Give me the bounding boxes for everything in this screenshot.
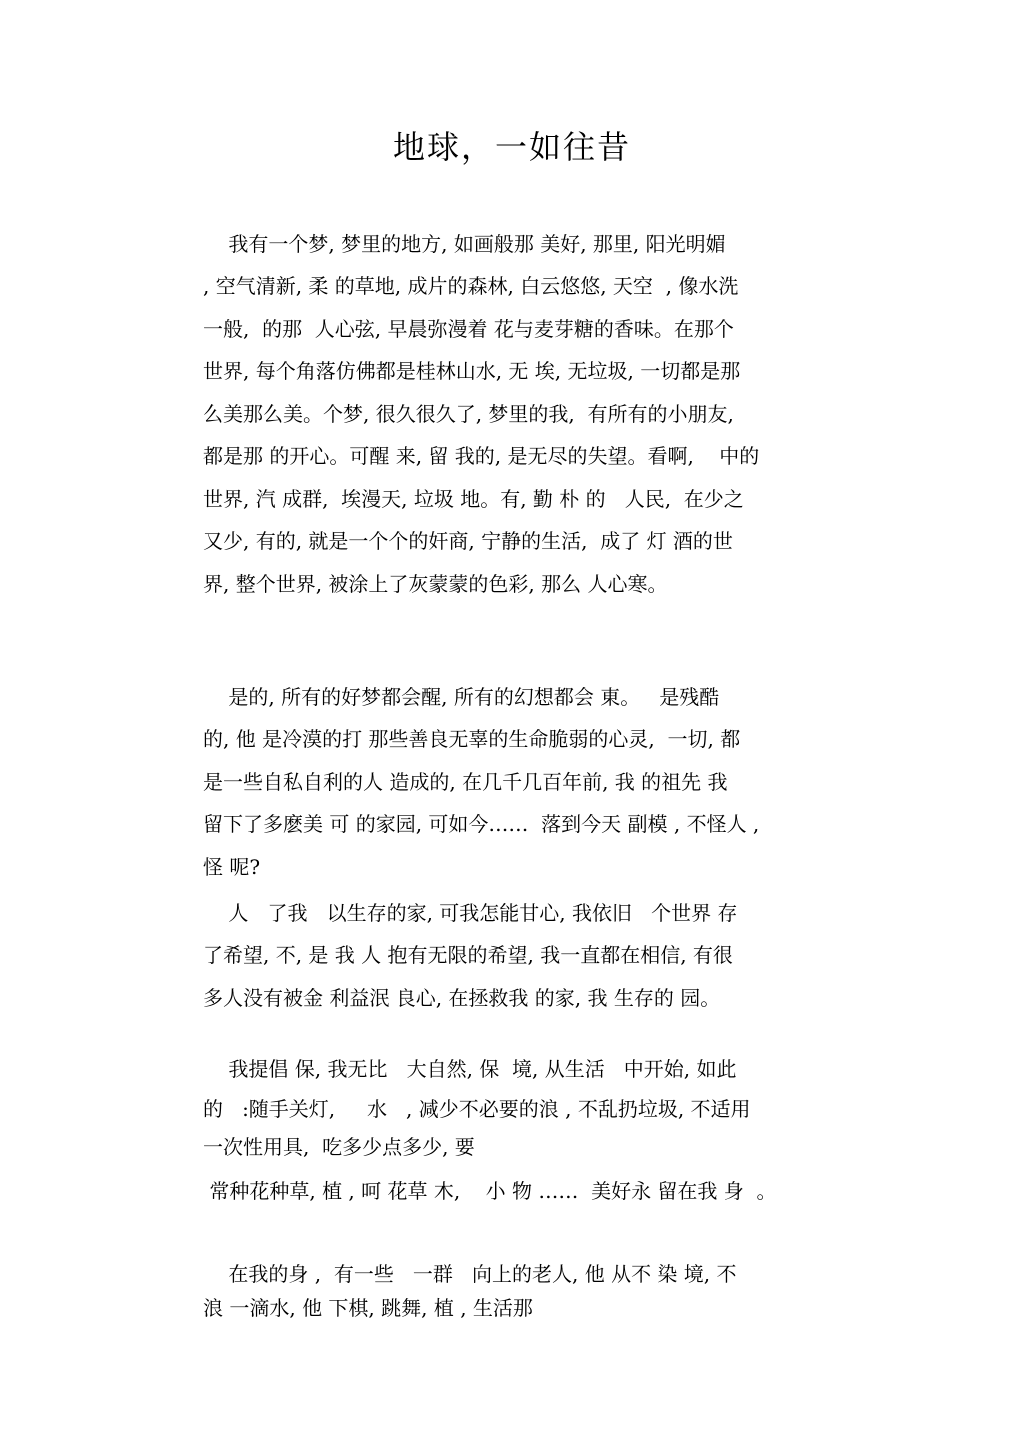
text-line: 的 :随手关灯, 水 , 减少不必要的浪 , 不乱扔垃圾, 不适用 — [203, 1097, 751, 1121]
text-line: 是一些自私自利的人 造成的, 在几千几百年前, 我 的祖先 我 — [203, 770, 728, 794]
text-line: 么美那么美。个梦, 很久很久了, 梦里的我, 有所有的小朋友, — [203, 402, 734, 426]
document-title: 地球，一如往昔 — [392, 128, 631, 166]
text-line: , 空气清新, 柔 的草地, 成片的森林, 白云悠悠, 天空 , 像水洗 — [203, 274, 739, 298]
text-line: 又少, 有的, 就是一个个的奸商, 宁静的生活, 成了 灯 酒的世 — [203, 529, 733, 553]
text-line: 了希望, 不, 是 我 人 抱有无限的希望, 我一直都在相信, 有很 — [203, 943, 733, 967]
text-line: 是的, 所有的好梦都会醒, 所有的幻想都会 東。 是残酷 — [203, 685, 720, 709]
text-line: 一次性用具, 吃多少点多少, 要 — [203, 1135, 475, 1159]
text-line: 我提倡 保, 我无比 大自然, 保 境, 从生活 中开始, 如此 — [203, 1057, 737, 1081]
text-line: 常种花种草, 植 , 呵 花草 木, 小 物 …… 美好永 留在我 身 。 — [203, 1179, 777, 1203]
text-line: 留下了多麽美 可 的家园, 可如今…… 落到今天 副模 , 不怪人 , — [203, 812, 760, 836]
text-line: 多人没有被金 利益泯 良心, 在拯救我 的家, 我 生存的 园。 — [203, 986, 721, 1010]
text-line: 世界, 每个角落仿佛都是桂林山水, 无 埃, 无垃圾, 一切都是那 — [203, 359, 741, 383]
text-line: 在我的身 , 有一些 一群 向上的老人, 他 从不 染 境, 不 — [203, 1262, 737, 1286]
text-line: 一般, 的那 人心弦, 早晨弥漫着 花与麦芽糖的香味。在那个 — [203, 317, 734, 341]
text-line: 怪 呢? — [203, 855, 261, 879]
text-line: 世界, 汽 成群, 埃漫天, 垃圾 地。有, 勤 朴 的 人民, 在少之 — [203, 487, 744, 511]
text-line: 我有一个梦, 梦里的地方, 如画般那 美好, 那里, 阳光明媚 — [203, 232, 726, 256]
text-line: 浪 一滴水, 他 下棋, 跳舞, 植 , 生活那 — [203, 1296, 533, 1320]
text-line: 界, 整个世界, 被涂上了灰蒙蒙的色彩, 那么 人心寒。 — [203, 572, 668, 596]
text-line: 都是那 的开心。可醒 来, 留 我的, 是无尽的失望。看啊, 中的 — [203, 444, 760, 468]
text-line: 的, 他 是冷漠的打 那些善良无辜的生命脆弱的心灵, 一切, 都 — [203, 727, 741, 751]
text-line: 人 了我 以生存的家, 可我怎能甘心, 我依旧 个世界 存 — [203, 901, 738, 925]
